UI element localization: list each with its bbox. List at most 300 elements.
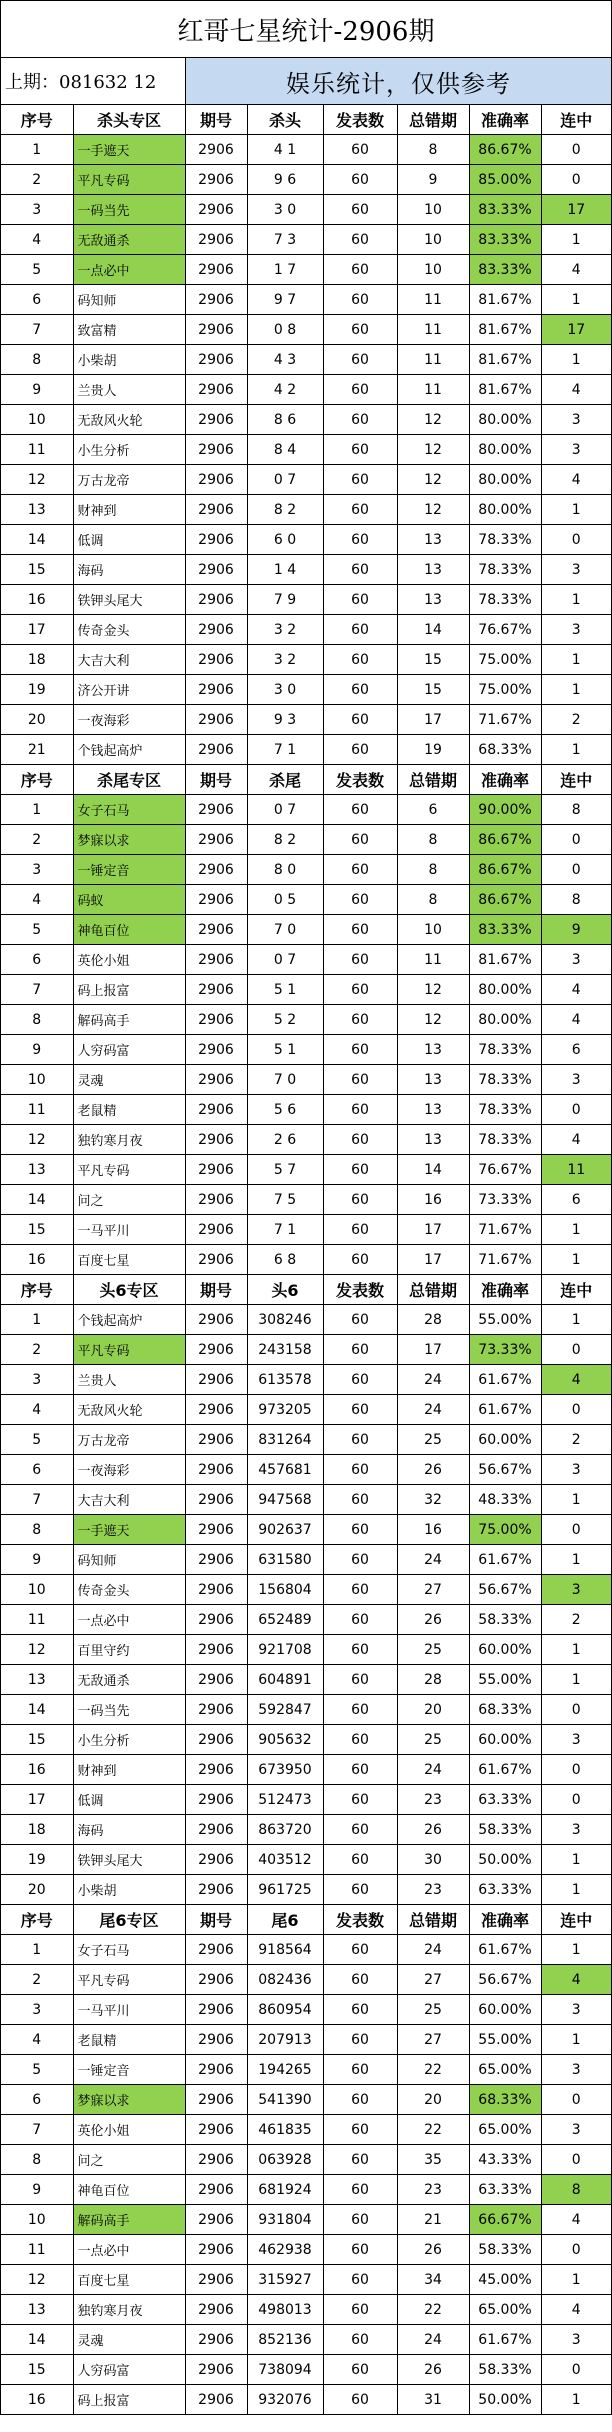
prediction-cell: 947568 xyxy=(247,1485,323,1515)
accuracy-cell: 58.33% xyxy=(469,2355,541,2385)
accuracy-cell: 83.33% xyxy=(469,915,541,945)
prediction-cell: 8 4 xyxy=(247,435,323,465)
source-name-cell: 一点必中 xyxy=(73,1605,185,1635)
prediction-cell: 652489 xyxy=(247,1605,323,1635)
streak-cell: 0 xyxy=(541,2235,611,2265)
issue-cell: 2906 xyxy=(185,1965,247,1995)
source-name-cell: 人穷码富 xyxy=(73,1035,185,1065)
table-row xyxy=(1,1065,611,1095)
published-count-cell: 60 xyxy=(323,945,397,975)
rank-cell: 10 xyxy=(1,1065,73,1095)
rank-cell: 6 xyxy=(1,945,73,975)
prediction-cell: 5 7 xyxy=(247,1155,323,1185)
rank-cell: 5 xyxy=(1,915,73,945)
accuracy-cell: 75.00% xyxy=(469,675,541,705)
rank-cell: 1 xyxy=(1,795,73,825)
published-count-cell: 60 xyxy=(323,1965,397,1995)
source-name-cell: 小柴胡 xyxy=(73,1875,185,1905)
published-count-cell: 60 xyxy=(323,525,397,555)
column-header: 连中 xyxy=(541,105,611,135)
accuracy-cell: 60.00% xyxy=(469,1635,541,1665)
table-row xyxy=(1,735,611,765)
table-row xyxy=(1,1365,611,1395)
issue-cell: 2906 xyxy=(185,1245,247,1275)
table-row xyxy=(1,135,611,165)
issue-cell: 2906 xyxy=(185,2235,247,2265)
miss-count-cell: 28 xyxy=(397,1305,469,1335)
streak-cell: 3 xyxy=(541,1815,611,1845)
column-header: 连中 xyxy=(541,1275,611,1305)
accuracy-cell: 81.67% xyxy=(469,285,541,315)
prediction-cell: 0 5 xyxy=(247,885,323,915)
accuracy-cell: 80.00% xyxy=(469,435,541,465)
published-count-cell: 60 xyxy=(323,165,397,195)
published-count-cell: 60 xyxy=(323,855,397,885)
streak-cell: 3 xyxy=(541,405,611,435)
source-name-cell: 无敌通杀 xyxy=(73,225,185,255)
source-name-cell: 个钱起高炉 xyxy=(73,1305,185,1335)
rank-cell: 9 xyxy=(1,1545,73,1575)
prediction-cell: 931804 xyxy=(247,2205,323,2235)
table-row xyxy=(1,1605,611,1635)
issue-cell: 2906 xyxy=(185,315,247,345)
source-name-cell: 海码 xyxy=(73,555,185,585)
miss-count-cell: 17 xyxy=(397,1215,469,1245)
prediction-cell: 3 2 xyxy=(247,645,323,675)
rank-cell: 8 xyxy=(1,1005,73,1035)
miss-count-cell: 23 xyxy=(397,1785,469,1815)
miss-count-cell: 23 xyxy=(397,2175,469,2205)
prediction-cell: 7 0 xyxy=(247,915,323,945)
table-row xyxy=(1,195,611,225)
prediction-cell: 681924 xyxy=(247,2175,323,2205)
table-row xyxy=(1,885,611,915)
rank-cell: 14 xyxy=(1,1185,73,1215)
streak-cell: 2 xyxy=(541,705,611,735)
accuracy-cell: 71.67% xyxy=(469,1215,541,1245)
issue-cell: 2906 xyxy=(185,2055,247,2085)
miss-count-cell: 27 xyxy=(397,1575,469,1605)
published-count-cell: 60 xyxy=(323,1035,397,1065)
prediction-cell: 961725 xyxy=(247,1875,323,1905)
prediction-cell: 8 0 xyxy=(247,855,323,885)
rank-cell: 18 xyxy=(1,1815,73,1845)
miss-count-cell: 12 xyxy=(397,495,469,525)
prediction-cell: 6 8 xyxy=(247,1245,323,1275)
accuracy-cell: 73.33% xyxy=(469,1185,541,1215)
column-header: 发表数 xyxy=(323,1275,397,1305)
column-header: 序号 xyxy=(1,765,73,795)
rank-cell: 15 xyxy=(1,1215,73,1245)
streak-cell: 1 xyxy=(541,1665,611,1695)
published-count-cell: 60 xyxy=(323,1305,397,1335)
miss-count-cell: 15 xyxy=(397,675,469,705)
issue-cell: 2906 xyxy=(185,645,247,675)
streak-cell: 3 xyxy=(541,2055,611,2085)
miss-count-cell: 11 xyxy=(397,375,469,405)
published-count-cell: 60 xyxy=(323,1845,397,1875)
streak-cell: 1 xyxy=(541,285,611,315)
rank-cell: 16 xyxy=(1,1245,73,1275)
issue-cell: 2906 xyxy=(185,225,247,255)
streak-cell: 4 xyxy=(541,255,611,285)
issue-cell: 2906 xyxy=(185,615,247,645)
rank-cell: 8 xyxy=(1,345,73,375)
source-name-cell: 百度七星 xyxy=(73,1245,185,1275)
prediction-cell: 5 1 xyxy=(247,975,323,1005)
rank-cell: 15 xyxy=(1,555,73,585)
accuracy-cell: 78.33% xyxy=(469,1125,541,1155)
rank-cell: 10 xyxy=(1,1575,73,1605)
rank-cell: 5 xyxy=(1,2055,73,2085)
table-row xyxy=(1,1305,611,1335)
prediction-cell: 613578 xyxy=(247,1365,323,1395)
published-count-cell: 60 xyxy=(323,1095,397,1125)
published-count-cell: 60 xyxy=(323,1935,397,1965)
published-count-cell: 60 xyxy=(323,2205,397,2235)
streak-cell: 0 xyxy=(541,825,611,855)
accuracy-cell: 48.33% xyxy=(469,1485,541,1515)
table-row xyxy=(1,1035,611,1065)
streak-cell: 1 xyxy=(541,585,611,615)
miss-count-cell: 25 xyxy=(397,1425,469,1455)
column-header: 头6专区 xyxy=(73,1275,185,1305)
published-count-cell: 60 xyxy=(323,1395,397,1425)
table-row xyxy=(1,1485,611,1515)
miss-count-cell: 12 xyxy=(397,975,469,1005)
rank-cell: 6 xyxy=(1,1455,73,1485)
streak-cell: 11 xyxy=(541,1155,611,1185)
miss-count-cell: 26 xyxy=(397,2235,469,2265)
streak-cell: 1 xyxy=(541,1305,611,1335)
issue-cell: 2906 xyxy=(185,2175,247,2205)
rank-cell: 20 xyxy=(1,1875,73,1905)
issue-cell: 2906 xyxy=(185,1095,247,1125)
accuracy-cell: 81.67% xyxy=(469,945,541,975)
prediction-cell: 2 6 xyxy=(247,1125,323,1155)
column-header: 杀头 xyxy=(247,105,323,135)
source-name-cell: 问之 xyxy=(73,1185,185,1215)
accuracy-cell: 81.67% xyxy=(469,375,541,405)
issue-cell: 2906 xyxy=(185,885,247,915)
rank-cell: 19 xyxy=(1,1845,73,1875)
miss-count-cell: 17 xyxy=(397,705,469,735)
rank-cell: 5 xyxy=(1,255,73,285)
accuracy-cell: 60.00% xyxy=(469,1725,541,1755)
streak-cell: 2 xyxy=(541,1605,611,1635)
column-header: 序号 xyxy=(1,105,73,135)
table-row xyxy=(1,975,611,1005)
issue-cell: 2906 xyxy=(185,1545,247,1575)
table-row xyxy=(1,2085,611,2115)
prediction-cell: 7 1 xyxy=(247,735,323,765)
rank-cell: 7 xyxy=(1,2115,73,2145)
streak-cell: 3 xyxy=(541,1065,611,1095)
accuracy-cell: 61.67% xyxy=(469,1365,541,1395)
streak-cell: 4 xyxy=(541,465,611,495)
miss-count-cell: 27 xyxy=(397,1965,469,1995)
prediction-cell: 082436 xyxy=(247,1965,323,1995)
column-header: 总错期 xyxy=(397,1275,469,1305)
rank-cell: 2 xyxy=(1,165,73,195)
miss-count-cell: 25 xyxy=(397,1635,469,1665)
rank-cell: 19 xyxy=(1,675,73,705)
column-header: 发表数 xyxy=(323,765,397,795)
source-name-cell: 百里守约 xyxy=(73,1635,185,1665)
rank-cell: 4 xyxy=(1,1395,73,1425)
table-row xyxy=(1,1935,611,1965)
rank-cell: 7 xyxy=(1,315,73,345)
issue-cell: 2906 xyxy=(185,1035,247,1065)
table-row xyxy=(1,1095,611,1125)
source-name-cell: 解码高手 xyxy=(73,1005,185,1035)
table-row xyxy=(1,795,611,825)
miss-count-cell: 23 xyxy=(397,1875,469,1905)
streak-cell: 0 xyxy=(541,525,611,555)
source-name-cell: 大吉大利 xyxy=(73,645,185,675)
table-row xyxy=(1,1395,611,1425)
table-row xyxy=(1,495,611,525)
published-count-cell: 60 xyxy=(323,615,397,645)
issue-cell: 2906 xyxy=(185,735,247,765)
accuracy-cell: 68.33% xyxy=(469,735,541,765)
page-title: 红哥七星统计-2906期 xyxy=(1,0,611,58)
miss-count-cell: 24 xyxy=(397,1545,469,1575)
published-count-cell: 60 xyxy=(323,1665,397,1695)
table-row xyxy=(1,2385,611,2415)
streak-cell: 0 xyxy=(541,1395,611,1425)
rank-cell: 3 xyxy=(1,1995,73,2025)
prediction-cell: 738094 xyxy=(247,2355,323,2385)
accuracy-cell: 50.00% xyxy=(469,1845,541,1875)
miss-count-cell: 13 xyxy=(397,1035,469,1065)
source-name-cell: 平凡专码 xyxy=(73,165,185,195)
miss-count-cell: 8 xyxy=(397,135,469,165)
issue-cell: 2906 xyxy=(185,1335,247,1365)
accuracy-cell: 61.67% xyxy=(469,1395,541,1425)
issue-cell: 2906 xyxy=(185,1875,247,1905)
miss-count-cell: 10 xyxy=(397,225,469,255)
issue-cell: 2906 xyxy=(185,2025,247,2055)
column-header: 杀尾专区 xyxy=(73,765,185,795)
section-header-row xyxy=(1,1905,611,1935)
miss-count-cell: 26 xyxy=(397,1455,469,1485)
table-row xyxy=(1,1515,611,1545)
accuracy-cell: 68.33% xyxy=(469,2085,541,2115)
table-row xyxy=(1,1215,611,1245)
column-header: 总错期 xyxy=(397,765,469,795)
streak-cell: 4 xyxy=(541,1125,611,1155)
accuracy-cell: 71.67% xyxy=(469,1245,541,1275)
published-count-cell: 60 xyxy=(323,1155,397,1185)
rank-cell: 16 xyxy=(1,1755,73,1785)
source-name-cell: 兰贵人 xyxy=(73,375,185,405)
published-count-cell: 60 xyxy=(323,1365,397,1395)
issue-cell: 2906 xyxy=(185,2145,247,2175)
rank-cell: 1 xyxy=(1,1935,73,1965)
published-count-cell: 60 xyxy=(323,2265,397,2295)
miss-count-cell: 14 xyxy=(397,615,469,645)
streak-cell: 1 xyxy=(541,735,611,765)
prediction-cell: 5 1 xyxy=(247,1035,323,1065)
rank-cell: 4 xyxy=(1,2025,73,2055)
table-row xyxy=(1,2265,611,2295)
source-name-cell: 致富精 xyxy=(73,315,185,345)
miss-count-cell: 19 xyxy=(397,735,469,765)
streak-cell: 17 xyxy=(541,195,611,225)
table-row xyxy=(1,1815,611,1845)
table-row xyxy=(1,1755,611,1785)
table-row xyxy=(1,1965,611,1995)
column-header: 序号 xyxy=(1,1905,73,1935)
issue-cell: 2906 xyxy=(185,945,247,975)
prediction-cell: 604891 xyxy=(247,1665,323,1695)
column-header: 准确率 xyxy=(469,765,541,795)
published-count-cell: 60 xyxy=(323,375,397,405)
issue-cell: 2906 xyxy=(185,465,247,495)
prediction-cell: 1 7 xyxy=(247,255,323,285)
prediction-cell: 8 2 xyxy=(247,825,323,855)
streak-cell: 2 xyxy=(541,1425,611,1455)
prediction-cell: 918564 xyxy=(247,1935,323,1965)
accuracy-cell: 86.67% xyxy=(469,135,541,165)
column-header: 准确率 xyxy=(469,105,541,135)
issue-cell: 2906 xyxy=(185,2295,247,2325)
source-name-cell: 济公开讲 xyxy=(73,675,185,705)
table-body xyxy=(1,105,611,2415)
miss-count-cell: 26 xyxy=(397,2355,469,2385)
prediction-cell: 462938 xyxy=(247,2235,323,2265)
accuracy-cell: 58.33% xyxy=(469,2235,541,2265)
table-row xyxy=(1,705,611,735)
streak-cell: 1 xyxy=(541,225,611,255)
published-count-cell: 60 xyxy=(323,2145,397,2175)
miss-count-cell: 22 xyxy=(397,2115,469,2145)
miss-count-cell: 24 xyxy=(397,1365,469,1395)
source-name-cell: 兰贵人 xyxy=(73,1365,185,1395)
table-row xyxy=(1,1635,611,1665)
prediction-cell: 4 1 xyxy=(247,135,323,165)
published-count-cell: 60 xyxy=(323,1455,397,1485)
published-count-cell: 60 xyxy=(323,465,397,495)
published-count-cell: 60 xyxy=(323,2235,397,2265)
prediction-cell: 156804 xyxy=(247,1575,323,1605)
streak-cell: 1 xyxy=(541,645,611,675)
issue-cell: 2906 xyxy=(185,1845,247,1875)
accuracy-cell: 83.33% xyxy=(469,255,541,285)
published-count-cell: 60 xyxy=(323,1515,397,1545)
column-header: 期号 xyxy=(185,105,247,135)
rank-cell: 15 xyxy=(1,1725,73,1755)
miss-count-cell: 11 xyxy=(397,345,469,375)
published-count-cell: 60 xyxy=(323,675,397,705)
miss-count-cell: 21 xyxy=(397,2205,469,2235)
issue-cell: 2906 xyxy=(185,705,247,735)
streak-cell: 1 xyxy=(541,1935,611,1965)
accuracy-cell: 61.67% xyxy=(469,1545,541,1575)
table-row xyxy=(1,2145,611,2175)
streak-cell: 8 xyxy=(541,795,611,825)
table-row xyxy=(1,615,611,645)
issue-cell: 2906 xyxy=(185,975,247,1005)
source-name-cell: 灵魂 xyxy=(73,1065,185,1095)
accuracy-cell: 65.00% xyxy=(469,2115,541,2145)
streak-cell: 0 xyxy=(541,1515,611,1545)
accuracy-cell: 55.00% xyxy=(469,1305,541,1335)
miss-count-cell: 15 xyxy=(397,645,469,675)
prediction-cell: 831264 xyxy=(247,1425,323,1455)
issue-cell: 2906 xyxy=(185,1365,247,1395)
published-count-cell: 60 xyxy=(323,1005,397,1035)
column-header: 连中 xyxy=(541,1905,611,1935)
source-name-cell: 女子石马 xyxy=(73,1935,185,1965)
table-row xyxy=(1,435,611,465)
streak-cell: 1 xyxy=(541,1245,611,1275)
miss-count-cell: 8 xyxy=(397,885,469,915)
miss-count-cell: 30 xyxy=(397,1845,469,1875)
issue-cell: 2906 xyxy=(185,855,247,885)
rank-cell: 6 xyxy=(1,2085,73,2115)
rank-cell: 12 xyxy=(1,1125,73,1155)
miss-count-cell: 20 xyxy=(397,2085,469,2115)
issue-cell: 2906 xyxy=(185,2355,247,2385)
streak-cell: 0 xyxy=(541,1755,611,1785)
source-name-cell: 传奇金头 xyxy=(73,1575,185,1605)
miss-count-cell: 10 xyxy=(397,915,469,945)
table-row xyxy=(1,555,611,585)
prediction-cell: 8 6 xyxy=(247,405,323,435)
source-name-cell: 财神到 xyxy=(73,495,185,525)
disclaimer-banner: 娱乐统计，仅供参考 xyxy=(186,58,611,104)
issue-cell: 2906 xyxy=(185,2265,247,2295)
prediction-cell: 852136 xyxy=(247,2325,323,2355)
accuracy-cell: 73.33% xyxy=(469,1335,541,1365)
rank-cell: 7 xyxy=(1,975,73,1005)
published-count-cell: 60 xyxy=(323,1605,397,1635)
prediction-cell: 0 7 xyxy=(247,945,323,975)
table-row xyxy=(1,2115,611,2145)
table-row xyxy=(1,165,611,195)
miss-count-cell: 24 xyxy=(397,1935,469,1965)
accuracy-cell: 78.33% xyxy=(469,525,541,555)
streak-cell: 3 xyxy=(541,1725,611,1755)
source-name-cell: 一锤定音 xyxy=(73,855,185,885)
miss-count-cell: 11 xyxy=(397,285,469,315)
published-count-cell: 60 xyxy=(323,225,397,255)
table-row xyxy=(1,225,611,255)
published-count-cell: 60 xyxy=(323,1485,397,1515)
prediction-cell: 0 7 xyxy=(247,795,323,825)
table-row xyxy=(1,2055,611,2085)
prediction-cell: 592847 xyxy=(247,1695,323,1725)
table-row xyxy=(1,1155,611,1185)
prediction-cell: 973205 xyxy=(247,1395,323,1425)
published-count-cell: 60 xyxy=(323,1125,397,1155)
rank-cell: 9 xyxy=(1,375,73,405)
published-count-cell: 60 xyxy=(323,1755,397,1785)
rank-cell: 21 xyxy=(1,735,73,765)
accuracy-cell: 76.67% xyxy=(469,615,541,645)
issue-cell: 2906 xyxy=(185,1605,247,1635)
column-header: 杀头专区 xyxy=(73,105,185,135)
table-row xyxy=(1,1875,611,1905)
accuracy-cell: 58.33% xyxy=(469,1605,541,1635)
column-header: 准确率 xyxy=(469,1905,541,1935)
prediction-cell: 0 8 xyxy=(247,315,323,345)
accuracy-cell: 78.33% xyxy=(469,1065,541,1095)
streak-cell: 3 xyxy=(541,615,611,645)
issue-cell: 2906 xyxy=(185,1215,247,1245)
